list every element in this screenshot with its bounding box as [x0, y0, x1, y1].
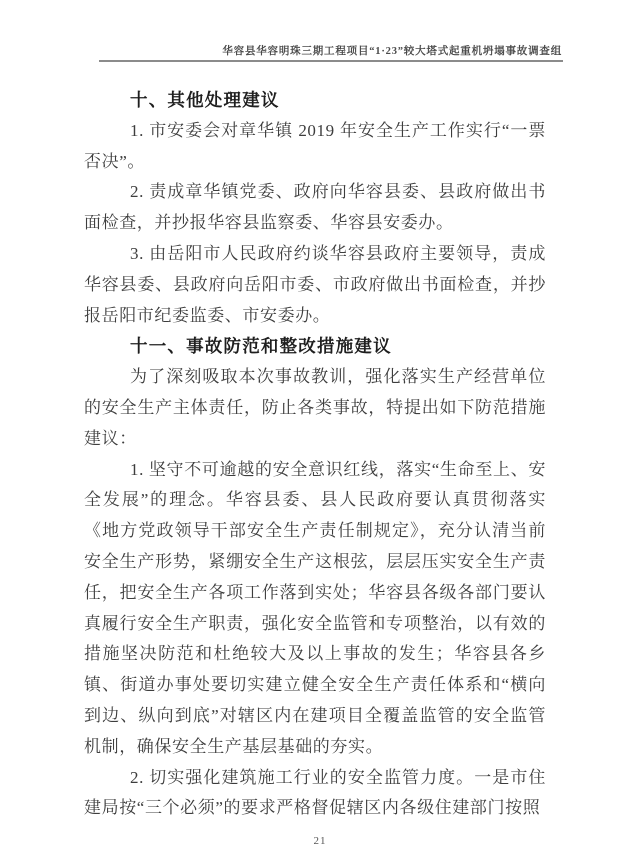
section-heading-10: 十、其他处理建议: [130, 90, 280, 110]
section-10-paragraph-1: 1. 市安委会对章华镇 2019 年安全生产工作实行“一票否决”。: [84, 120, 546, 171]
section-11-paragraph-2: 1. 坚守不可逾越的安全意识红线，落实“生命至上、安全发展”的理念。华容县委、县人民政府要认真贯彻落实《地方党政领导干部安全生产责任制规定》，充分认清当前安全生产形势，紧绷安全生产这根弦，层层压实安全生产责任，把安全生产各项工作落到实处；华容县各级各部门要认真履行安全生产职责，强化安全监管和专项整治，以有效的措施坚决防范和杜绝较大及以上事故的发生；华容县各乡镇、街道办事处要切实建立健全安全生产责任体系和“横向到边、纵向到底”对辖区内在建项目全覆盖监管的安全监管机制，确保安全生产基层基础的夯实。: [84, 459, 546, 756]
section-11-paragraph-3: 2. 切实强化建筑施工行业的安全监管力度。一是市住建局按“三个必须”的要求严格督促辖区内各级住建部门按照: [84, 767, 546, 818]
document-body: [84, 85, 546, 824]
section-heading-11: 十一、事故防范和整改措施建议: [130, 336, 392, 357]
section-10-paragraph-3: 3. 由岳阳市人民政府约谈华容县政府主要领导，责成华容县委、县政府向岳阳市委、市政府做出书面检查，并抄报岳阳市纪委监委、市安委办。: [84, 243, 546, 325]
section-11-paragraph-1: 为了深刻吸取本次事故教训，强化落实生产经营单位的安全生产主体责任，防止各类事故，特提出如下防范措施建议：: [84, 367, 546, 448]
header-divider-rule: [99, 60, 563, 62]
running-header-title: 华容县华容明珠三期工程项目“1·23”较大塔式起重机坍塌事故调查组: [222, 46, 562, 57]
section-10-paragraph-2: 2. 责成章华镇党委、政府向华容县委、县政府做出书面检查，并抄报华容县监察委、华容县安委办。: [84, 182, 546, 233]
page-number: 21: [313, 835, 327, 847]
